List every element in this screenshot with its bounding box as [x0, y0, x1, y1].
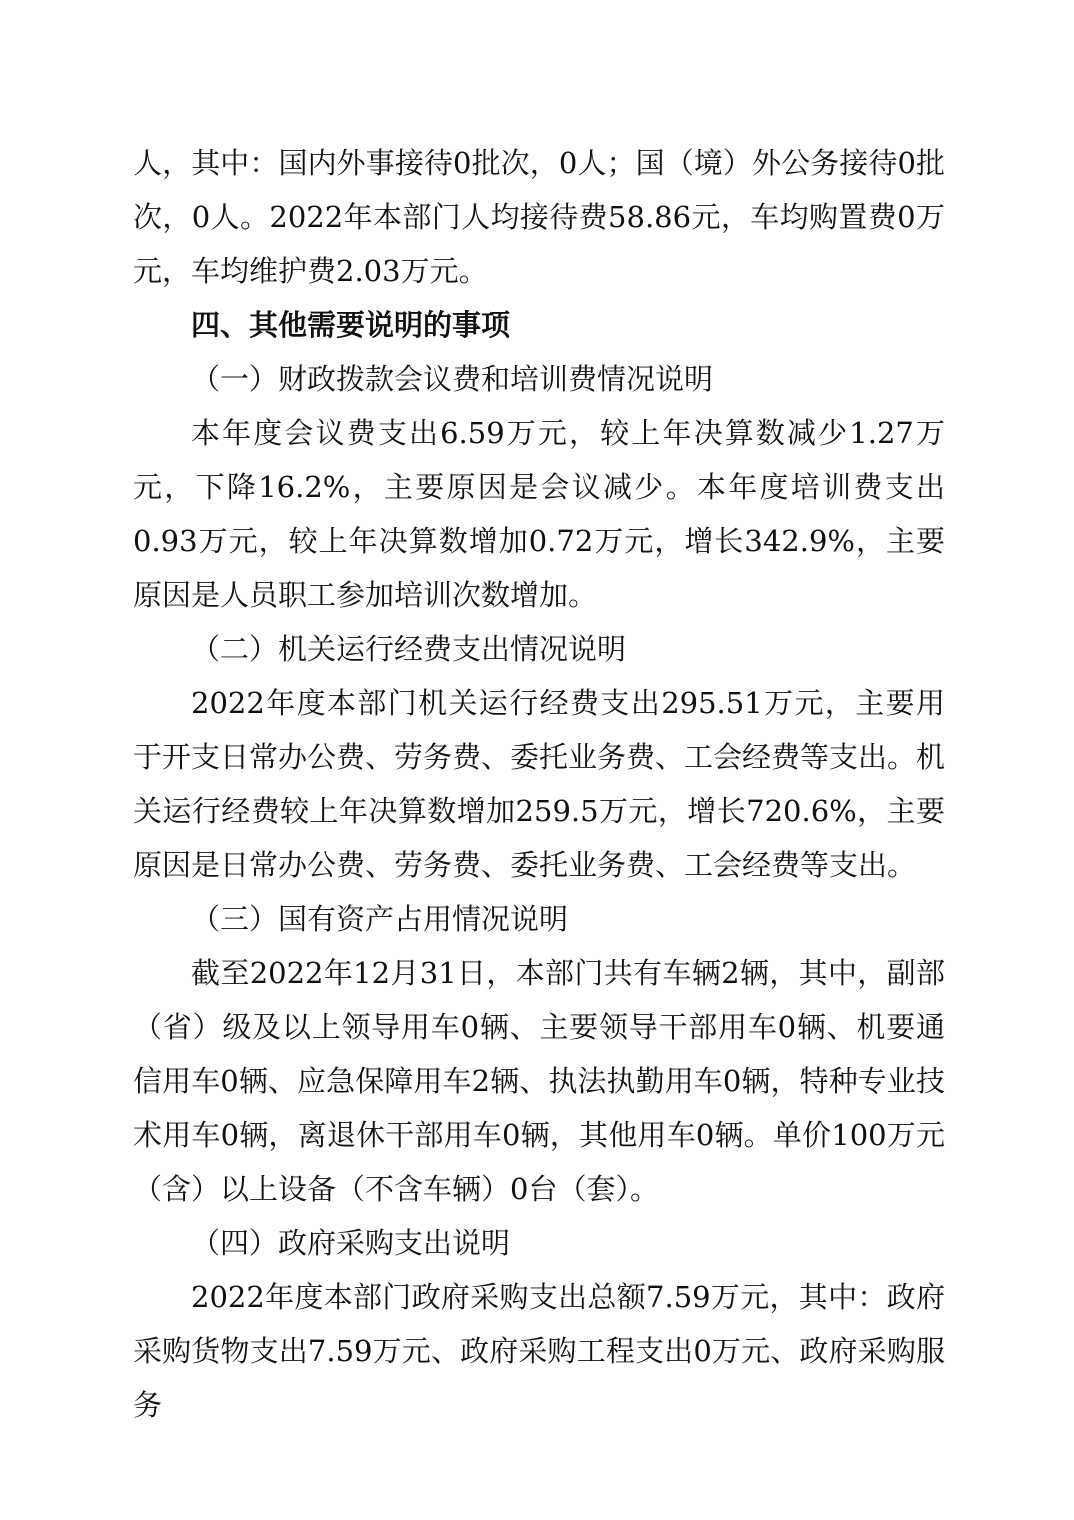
paragraph-reception-continued: 人，其中：国内外事接待0批次，0人；国（境）外公务接待0批次，0人。2022年本部门人均接待费58.86元，车均购置费0万元，车均维护费2.03万元。 [133, 146, 945, 288]
subheading-state-assets: （三）国有资产占用情况说明 [191, 902, 569, 936]
subheading-government-procurement: （四）政府采购支出说明 [191, 1226, 511, 1260]
section-heading-other-matters: 四、其他需要说明的事项 [191, 308, 511, 342]
subheading-meeting-training-fees: （一）财政拨款会议费和培训费情况说明 [191, 362, 714, 396]
paragraph-meeting-training-fees: 本年度会议费支出6.59万元，较上年决算数减少1.27万元，下降16.2%，主要原因是会议减少。本年度培训费支出0.93万元，较上年决算数增加0.72万元，增长342.9%，主要原因是人员职工参加培训次数增加。 [133, 416, 945, 612]
document-page [133, 136, 945, 1432]
subheading-operating-expenses: （二）机关运行经费支出情况说明 [191, 632, 627, 666]
paragraph-government-procurement: 2022年度本部门政府采购支出总额7.59万元，其中：政府采购货物支出7.59万元、政府采购工程支出0万元、政府采购服务 [133, 1280, 945, 1422]
paragraph-operating-expenses: 2022年度本部门机关运行经费支出295.51万元，主要用于开支日常办公费、劳务费、委托业务费、工会经费等支出。机关运行经费较上年决算数增加259.5万元，增长720.6%，主要原因是日常办公费、劳务费、委托业务费、工会经费等支出。 [133, 686, 946, 882]
paragraph-state-assets: 截至2022年12月31日，本部门共有车辆2辆，其中，副部（省）级及以上领导用车0辆、主要领导干部用车0辆、机要通信用车0辆、应急保障用车2辆、执法执勤用车0辆，特种专业技术用车0辆，离退休干部用车0辆，其他用车0辆。单价100万元（含）以上设备（不含车辆）0台（套）。 [133, 956, 945, 1206]
